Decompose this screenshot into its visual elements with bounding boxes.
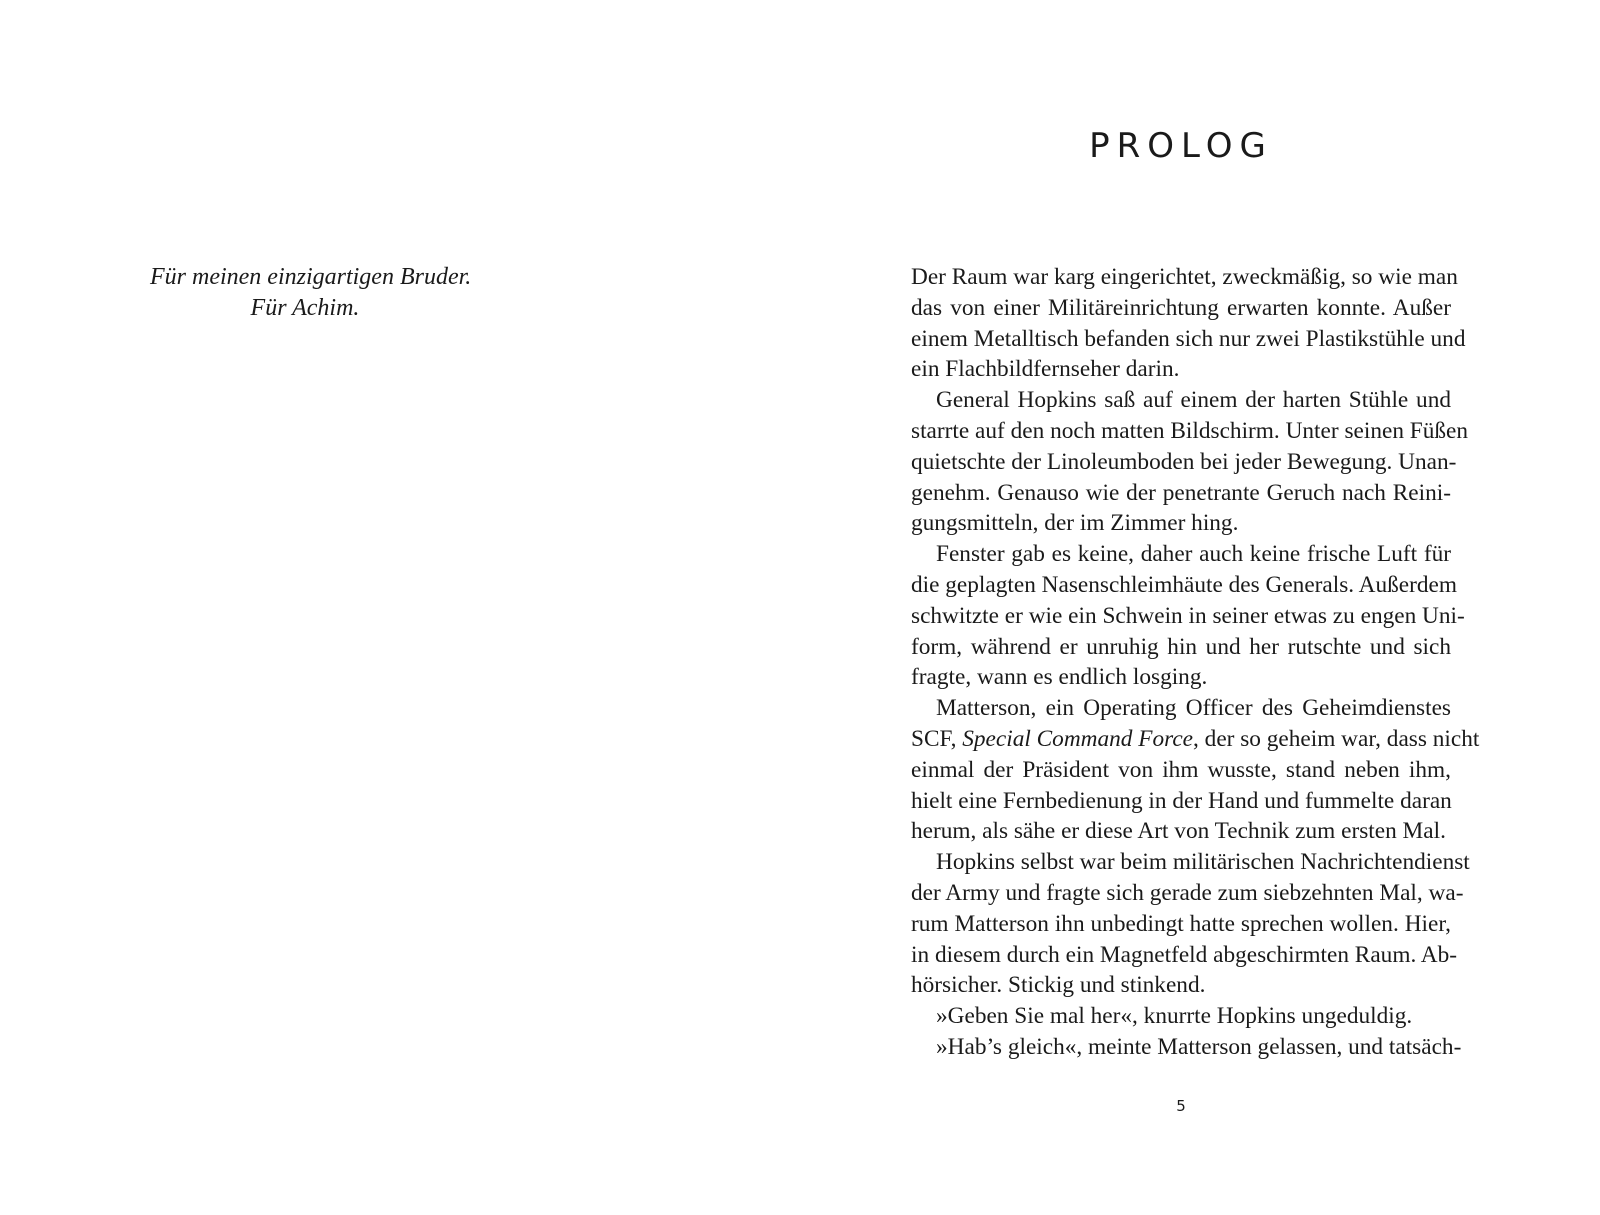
body-text (911, 262, 1480, 1063)
text-line: Fenster gab es keine, daher auch keine frische Luft für (936, 541, 1451, 568)
text-line: herum, als sähe er diese Art von Technik zum ersten Mal. (911, 818, 1446, 845)
text-line: Hopkins selbst war beim militärischen Nachrichtendienst (936, 849, 1470, 876)
text-line: genehm. Genauso wie der penetrante Geruch nach Reini- (911, 479, 1451, 506)
text-line: hörsicher. Stickig und stinkend. (911, 972, 1206, 999)
dedication (150, 262, 472, 324)
text-line: schwitzte er wie ein Schwein in seiner etwas zu engen Uni- (911, 602, 1465, 629)
dedication-line: Für Achim. (250, 295, 360, 321)
text-line: gungsmitteln, der im Zimmer hing. (911, 510, 1239, 537)
text-line: form, während er unruhig hin und her rutschte und sich (911, 633, 1451, 660)
text-line: fragte, wann es endlich losging. (911, 664, 1208, 691)
text-line: rum Matterson ihn unbedingt hatte sprechen wollen. Hier, (911, 910, 1451, 937)
text-line: starrte auf den noch matten Bildschirm. Unter seinen Füßen (911, 417, 1469, 444)
text-line: »Hab’s gleich«, meinte Matterson gelassen, und tatsäch- (936, 1033, 1462, 1060)
text-line: ein Flachbildfernseher darin. (911, 356, 1180, 383)
text-segment: , der so geheim war, dass nicht (1193, 725, 1480, 752)
text-line: der Army und fragte sich gerade zum siebzehnten Mal, wa- (911, 879, 1464, 906)
page-number: 5 (1176, 1097, 1186, 1115)
text-line: »Geben Sie mal her«, knurrte Hopkins ungeduldig. (936, 1003, 1413, 1030)
text-line: quietschte der Linoleumboden bei jeder Bewegung. Unan- (911, 448, 1457, 475)
text-segment: SCF, (911, 725, 963, 752)
chapter-title: PROLOG (1089, 126, 1273, 166)
text-line: hielt eine Fernbedienung in der Hand und fummelte daran (911, 787, 1452, 814)
dedication-line: Für meinen einzigartigen Bruder. (150, 264, 472, 290)
text-line: in diesem durch ein Magnetfeld abgeschirmten Raum. Ab- (911, 941, 1458, 968)
text-line: das von einer Militäreinrichtung erwarten konnte. Außer (911, 294, 1451, 321)
text-line: einem Metalltisch befanden sich nur zwei Plastikstühle und (911, 325, 1466, 352)
right-page (800, 0, 1600, 1215)
text-line: General Hopkins saß auf einem der harten Stühle und (936, 387, 1451, 414)
text-line: Matterson, ein Operating Officer des Geheimdienstes (936, 695, 1451, 722)
text-line-with-italic (911, 724, 1480, 755)
text-line: Der Raum war karg eingerichtet, zweckmäßig, so wie man (911, 264, 1458, 290)
text-line: einmal der Präsident von ihm wusste, stand neben ihm, (911, 756, 1451, 783)
text-line: die geplagten Nasenschleimhäute des Generals. Außerdem (911, 571, 1457, 598)
italic-term: Special Command Force (962, 725, 1194, 752)
